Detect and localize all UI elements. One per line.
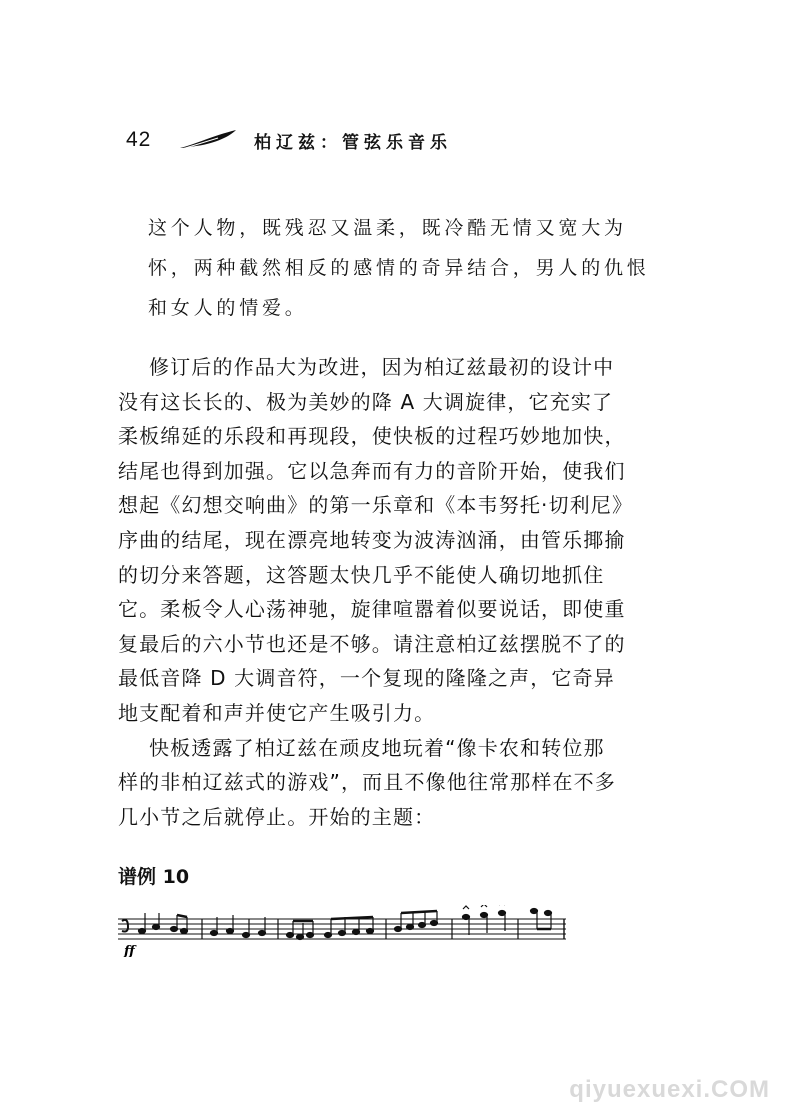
- body-line: 没有这长长的、极为美妙的降 A 大调旋律，它充实了: [118, 389, 614, 414]
- block-quote: [148, 208, 678, 328]
- body-line: 样的非柏辽兹式的游戏”，而且不像他往常那样在不多: [118, 770, 616, 795]
- page-number: 42: [126, 128, 152, 151]
- body-line: 柔板绵延的乐段和再现段，使快板的过程巧妙地加快，: [118, 424, 626, 449]
- watermark: qiyuexuexi.COM: [569, 1076, 770, 1103]
- dynamic-marking: ff: [124, 944, 135, 957]
- body-line: 最低音降 D 大调音符，一个复现的隆隆之声，它奇异: [118, 666, 615, 691]
- body-line: 修订后的作品大为改进，因为柏辽兹最初的设计中: [149, 355, 615, 379]
- running-title: 柏辽兹：管弦乐音乐: [254, 133, 452, 153]
- body-line: 快板透露了柏辽兹在顽皮地玩着“像卡农和转位那: [149, 735, 605, 760]
- body-line: 的切分来答题，这答题太快几乎不能使人确切地抓住: [118, 562, 605, 587]
- body-line: 复最后的六小节也还是不够。请注意柏辽兹摆脱不了的: [118, 631, 626, 656]
- quote-line: 这个人物，既残忍又温柔，既冷酷无情又宽大为: [148, 217, 627, 239]
- music-score: [118, 905, 578, 957]
- body-line: 地支配着和声并使它产生吸引力。: [118, 700, 436, 725]
- body-line: 结尾也得到加强。它以急奔而有力的音阶开始，使我们: [118, 458, 626, 483]
- body-text: [118, 350, 678, 834]
- quill-icon: [178, 128, 238, 150]
- example-label: 谱例 10: [118, 866, 190, 888]
- quote-line: 和女人的情爱。: [148, 297, 308, 319]
- quote-line: 怀，两种截然相反的感情的奇异结合，男人的仇恨: [148, 257, 650, 279]
- body-line: 想起《幻想交响曲》的第一乐章和《本韦努托·切利尼》: [118, 493, 634, 518]
- body-line: 它。柔板令人心荡神驰，旋律喧嚣着似要说话，即使重: [118, 597, 626, 622]
- body-line: 序曲的结尾，现在漂亮地转变为波涛汹涌，由管乐揶揄: [118, 527, 626, 552]
- body-line: 几小节之后就停止。开始的主题：: [118, 804, 436, 829]
